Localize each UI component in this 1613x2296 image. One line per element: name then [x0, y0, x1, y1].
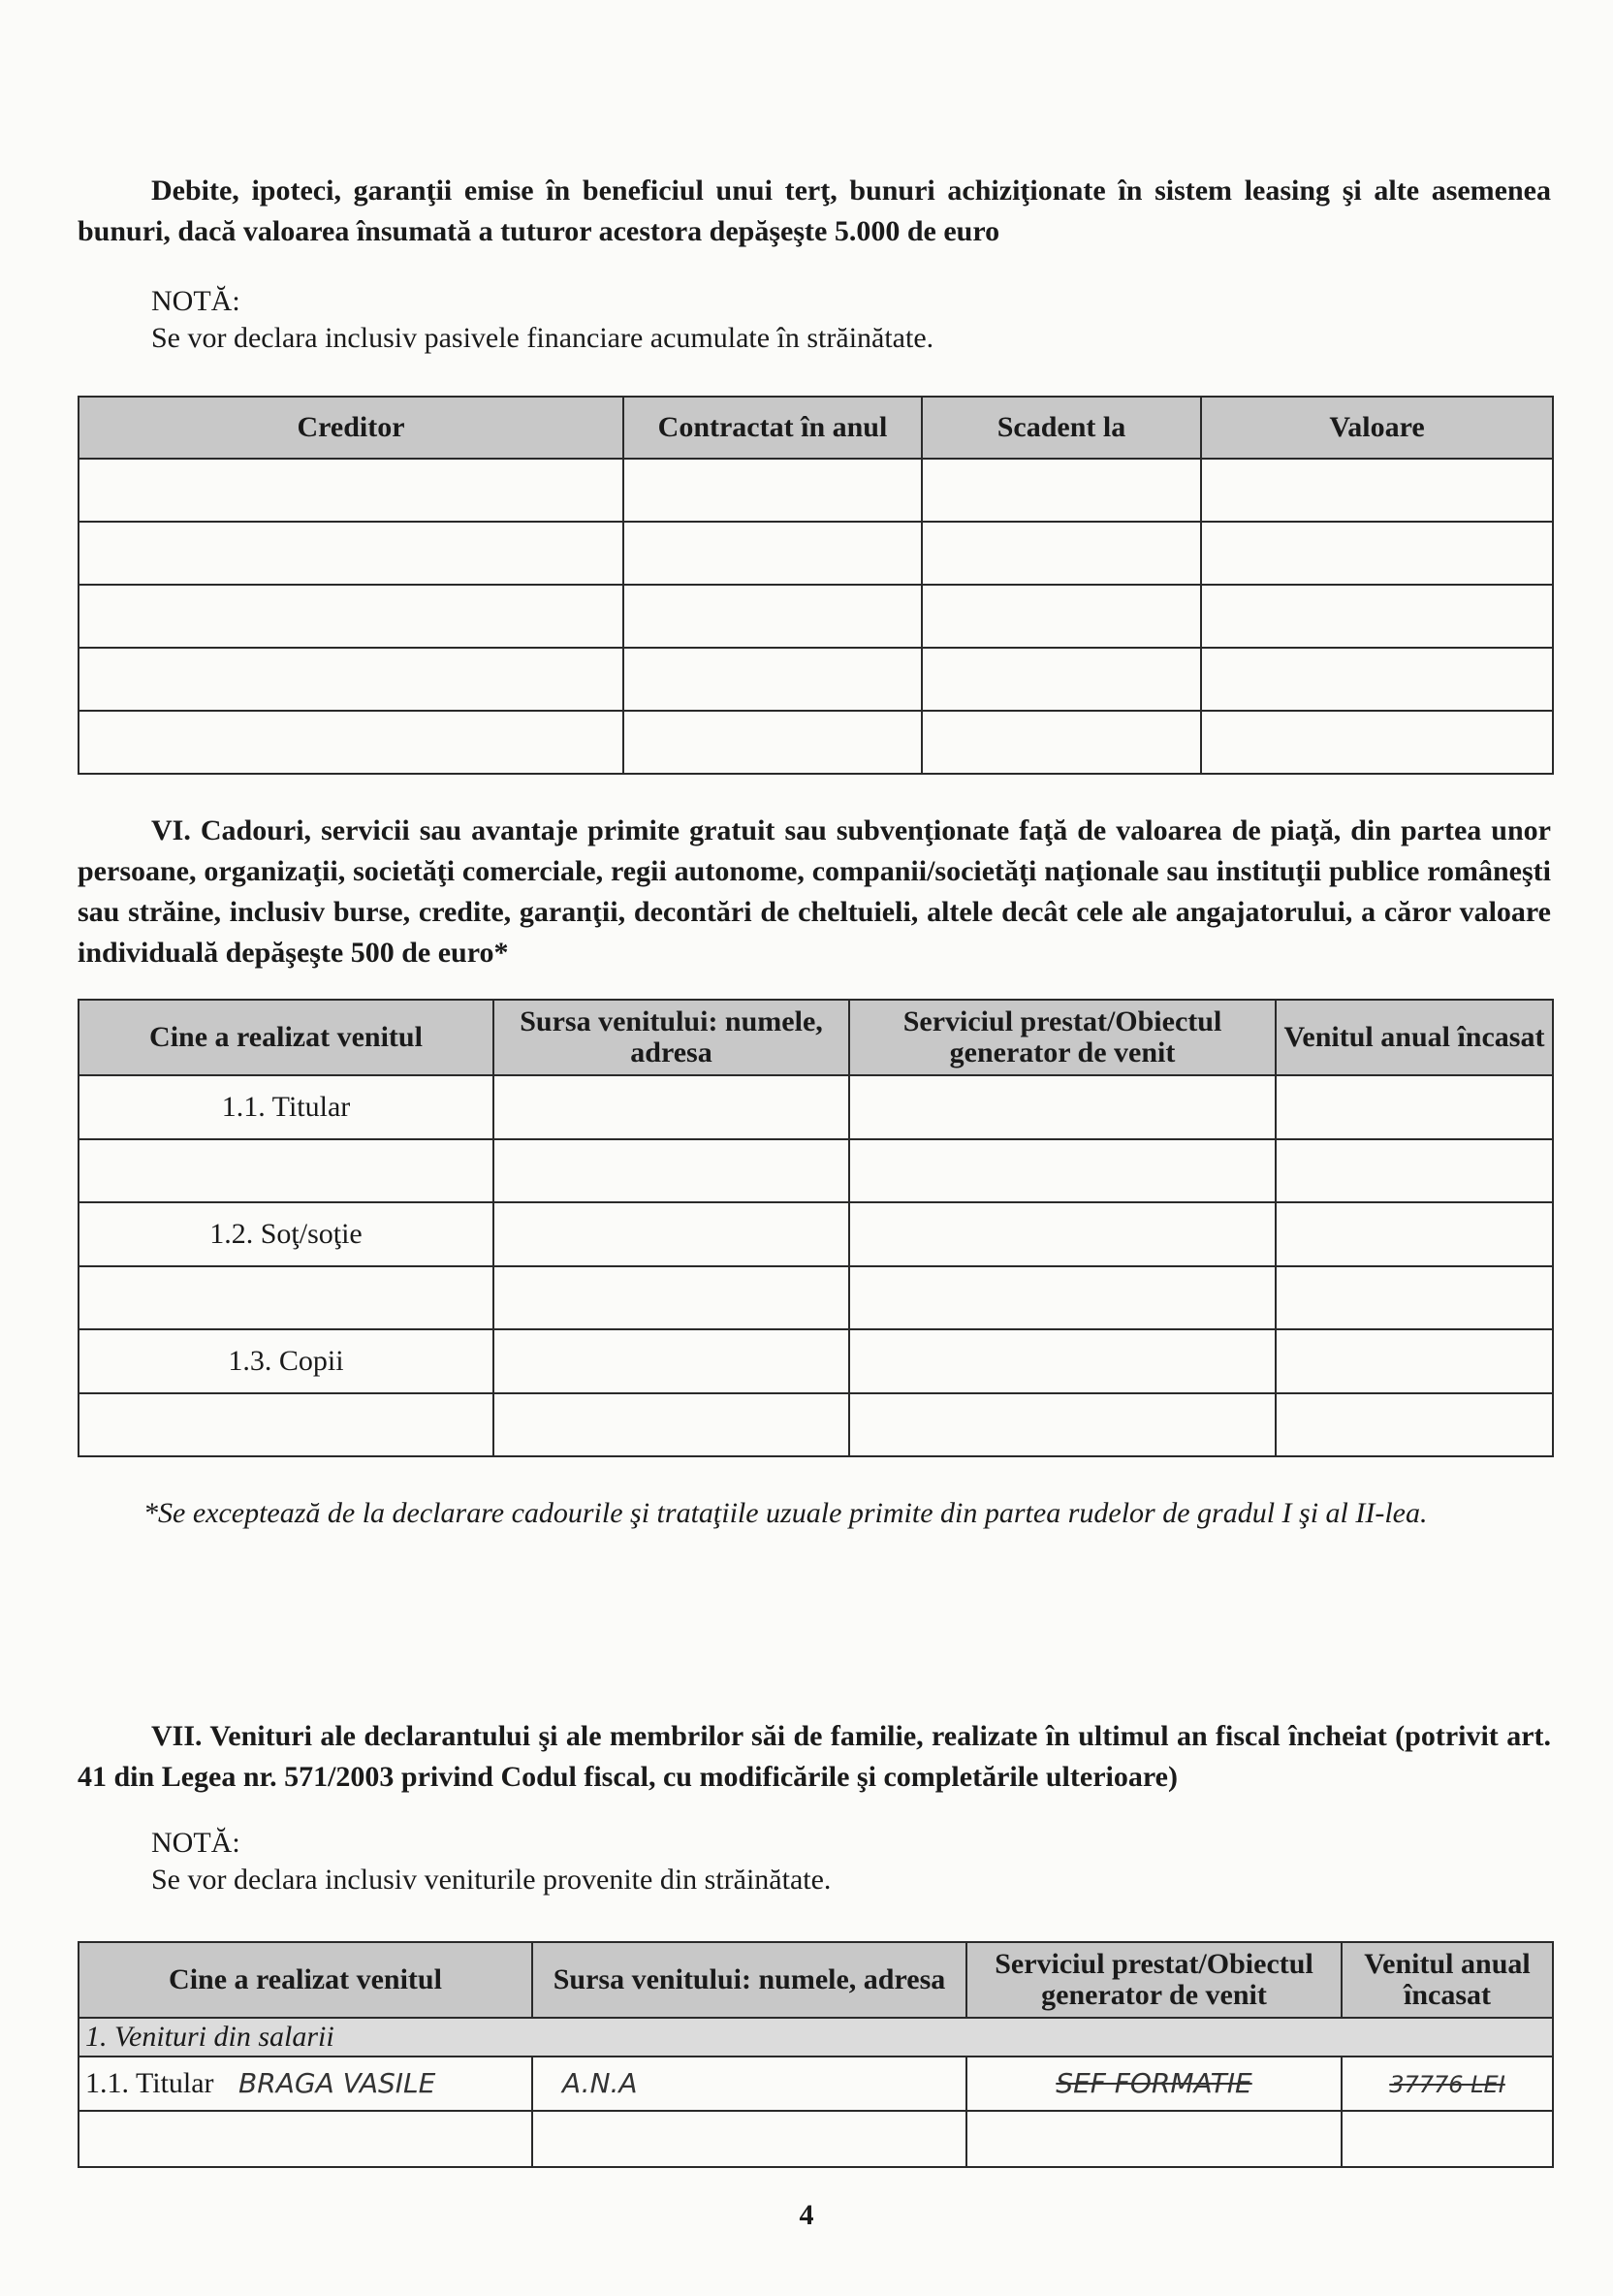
column-header: Venitul anual încasat — [1342, 1942, 1553, 2018]
table-row — [79, 2057, 1553, 2111]
debts-table — [78, 396, 1554, 775]
handwritten-name: BRAGA VASILE — [238, 2067, 436, 2099]
table-cell[interactable] — [493, 1266, 849, 1329]
column-header: Creditor — [79, 397, 623, 459]
page-number: 4 — [799, 2199, 814, 2231]
source-cell[interactable] — [532, 2057, 966, 2111]
table-cell[interactable] — [1201, 711, 1553, 774]
table-cell[interactable] — [623, 522, 922, 585]
handwritten-source: A.N.A — [562, 2067, 638, 2099]
table-cell[interactable] — [493, 1139, 849, 1202]
table-cell[interactable] — [966, 2111, 1342, 2167]
table-cell[interactable] — [1276, 1393, 1553, 1456]
table-cell[interactable] — [1276, 1139, 1553, 1202]
row-label: 1.1. Titular — [85, 2067, 214, 2099]
section-vi-title: VI. Cadouri, servicii sau avantaje primite gratuit sau subvenţionate faţă de valoarea de piaţă, din partea unor persoane, organizaţii, societăţi comerciale, regii autonome, companii/societăţi naţionale sau instituţii publice româneşti sau străine, inclusiv burse, credite, garanţii, decontări de cheltuieli, altele decât cele ale angajatorului, a căror valoare individuală depăşeşte 500 de euro* — [78, 814, 1551, 969]
table-cell[interactable] — [1201, 522, 1553, 585]
table-row — [79, 1266, 1553, 1329]
gifts-table — [78, 999, 1554, 1457]
table-cell[interactable] — [1201, 648, 1553, 711]
table-header-row — [79, 1942, 1553, 2018]
table-cell[interactable] — [849, 1139, 1276, 1202]
table-row — [79, 585, 1553, 648]
section-v-note-text: Se vor declara inclusiv pasivele financiare acumulate în străinătate. — [151, 322, 934, 354]
row-label — [79, 1393, 493, 1456]
table-subheader-row — [79, 2018, 1553, 2057]
handwritten-income: 37776 LEI — [1389, 2070, 1505, 2098]
row-label — [79, 1139, 493, 1202]
table-row — [79, 648, 1553, 711]
table-cell[interactable] — [849, 1202, 1276, 1266]
column-header: Sursa venitului: numele, adresa — [532, 1942, 966, 2018]
table-cell[interactable] — [79, 2111, 532, 2167]
table-row — [79, 1139, 1553, 1202]
table-row — [79, 1202, 1553, 1266]
table-cell[interactable] — [79, 459, 623, 522]
table-cell[interactable] — [1201, 585, 1553, 648]
table-cell[interactable] — [532, 2111, 966, 2167]
table-cell[interactable] — [922, 522, 1201, 585]
column-header: Serviciul prestat/Obiectul generator de venit — [849, 1000, 1276, 1075]
table-cell[interactable] — [922, 585, 1201, 648]
table-cell[interactable] — [623, 585, 922, 648]
gifts-footnote: *Se exceptează de la declarare cadourile şi trataţiile uzuale primite din partea rudelor de gradul I şi al II-lea. — [143, 1497, 1428, 1529]
table-cell[interactable] — [1276, 1329, 1553, 1393]
row-label: 1.1. Titular — [79, 1075, 493, 1139]
table-row — [79, 2111, 1553, 2167]
column-header: Contractat în anul — [623, 397, 922, 459]
table-cell[interactable] — [1201, 459, 1553, 522]
table-cell[interactable] — [493, 1075, 849, 1139]
table-cell[interactable] — [493, 1202, 849, 1266]
table-cell[interactable] — [623, 711, 922, 774]
table-cell[interactable] — [922, 648, 1201, 711]
section-v-title: Debite, ipoteci, garanţii emise în beneficiul unui terţ, bunuri achiziţionate în sistem leasing şi alte asemenea bunuri, dacă valoarea însumată a tuturor acestora depăşeşte 5.000 de euro — [78, 175, 1551, 247]
service-cell[interactable] — [966, 2057, 1342, 2111]
table-cell[interactable] — [79, 648, 623, 711]
handwritten-service: SEF FORMATIE — [1056, 2067, 1252, 2099]
table-cell[interactable] — [1342, 2111, 1553, 2167]
table-cell[interactable] — [79, 585, 623, 648]
salary-income-subheader: 1. Venituri din salarii — [79, 2018, 1553, 2057]
column-header: Sursa venitului: numele, adresa — [493, 1000, 849, 1075]
table-header-row — [79, 397, 1553, 459]
column-header: Venitul anual încasat — [1276, 1000, 1553, 1075]
table-row — [79, 1329, 1553, 1393]
table-cell[interactable] — [922, 459, 1201, 522]
column-header: Scadent la — [922, 397, 1201, 459]
table-cell[interactable] — [79, 522, 623, 585]
table-cell[interactable] — [623, 459, 922, 522]
table-cell[interactable] — [1276, 1075, 1553, 1139]
income-table — [78, 1941, 1554, 2168]
table-header-row — [79, 1000, 1553, 1075]
income-cell[interactable] — [1342, 2057, 1553, 2111]
section-v-note-label: NOTĂ: — [151, 285, 240, 317]
column-header: Serviciul prestat/Obiectul generator de venit — [966, 1942, 1342, 2018]
table-cell[interactable] — [79, 711, 623, 774]
column-header: Cine a realizat venitul — [79, 1942, 532, 2018]
table-cell[interactable] — [849, 1329, 1276, 1393]
table-cell[interactable] — [849, 1266, 1276, 1329]
table-row — [79, 459, 1553, 522]
table-cell[interactable] — [623, 648, 922, 711]
table-cell[interactable] — [1276, 1266, 1553, 1329]
table-cell[interactable] — [1276, 1202, 1553, 1266]
table-row — [79, 1075, 1553, 1139]
table-cell[interactable] — [849, 1393, 1276, 1456]
table-cell[interactable] — [493, 1329, 849, 1393]
table-row — [79, 1393, 1553, 1456]
section-vii-note-label: NOTĂ: — [151, 1827, 240, 1859]
table-cell[interactable] — [849, 1075, 1276, 1139]
table-cell[interactable] — [922, 711, 1201, 774]
table-row — [79, 711, 1553, 774]
column-header: Cine a realizat venitul — [79, 1000, 493, 1075]
table-row — [79, 522, 1553, 585]
row-label: 1.3. Copii — [79, 1329, 493, 1393]
column-header: Valoare — [1201, 397, 1553, 459]
titular-cell[interactable] — [79, 2057, 532, 2111]
row-label: 1.2. Soţ/soţie — [79, 1202, 493, 1266]
table-cell[interactable] — [493, 1393, 849, 1456]
section-vii-note-text: Se vor declara inclusiv veniturile provenite din străinătate. — [151, 1864, 832, 1896]
section-vii-title: VII. Venituri ale declarantului şi ale membrilor săi de familie, realizate în ultimul an fiscal încheiat (potrivit art. 41 din Legea nr. 571/2003 privind Codul fiscal, cu modificările şi completările ulterioare) — [78, 1720, 1551, 1793]
row-label — [79, 1266, 493, 1329]
